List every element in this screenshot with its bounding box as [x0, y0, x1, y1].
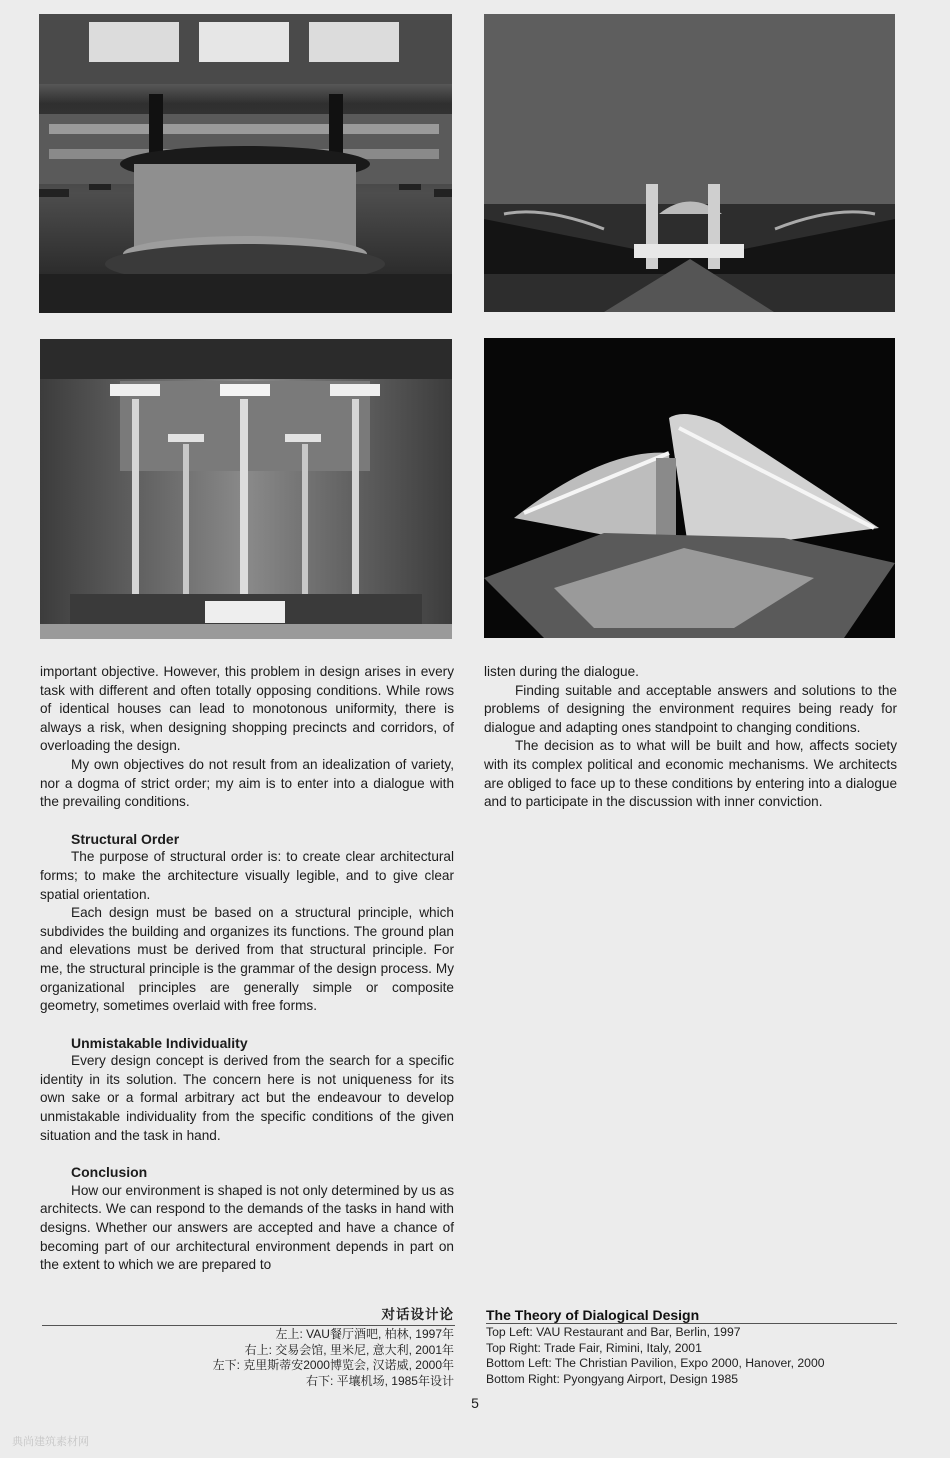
- photo-vau-restaurant-bar: [39, 14, 452, 313]
- paragraph: Finding suitable and acceptable answers and solutions to the problems of designing the environment requires being ready for dialogue and adapting ones standpoint to changing conditions.: [484, 682, 897, 735]
- photo-pyongyang-airport-model: [484, 338, 895, 638]
- section-heading-unmistakable-individuality: Unmistakable Individuality: [71, 1034, 248, 1051]
- paragraph: The decision as to what will be built and how, affects society with its complex political and economic mechanisms. We architects are obliged to face up to these conditions by entering into a dialogue and to participate in the discussion with inner conviction.: [484, 738, 897, 810]
- caption-line: Bottom Left: The Christian Pavilion, Expo 2000, Hanover, 2000: [486, 1356, 825, 1370]
- paragraph: The purpose of structural order is: to create clear architectural forms; to make the architecture visually legible, and to give clear spatial orientation.: [40, 849, 454, 902]
- photo-trade-fair-rimini: [484, 14, 895, 312]
- caption-list-chinese: [213, 1327, 454, 1389]
- caption-line: Top Left: VAU Restaurant and Bar, Berlin, 1997: [486, 1325, 741, 1339]
- caption-title-english: The Theory of Dialogical Design: [486, 1307, 700, 1323]
- caption-line: 左上: VAU餐厅酒吧, 柏林, 1997年: [275, 1327, 454, 1341]
- photo-christian-pavilion-expo-2000: [40, 339, 452, 639]
- caption-line: Bottom Right: Pyongyang Airport, Design 1985: [486, 1371, 739, 1386]
- section-heading-conclusion: Conclusion: [71, 1164, 148, 1181]
- paragraph: My own objectives do not result from an idealization of variety, nor a dogma of strict order; my aim is to enter into a dialogue with the prevailing conditions.: [40, 756, 454, 810]
- caption-list-english: [486, 1325, 825, 1387]
- caption-title-chinese: 对话设计论: [381, 1307, 454, 1322]
- caption-line: 右下: 平壤机场, 1985年设计: [305, 1373, 454, 1388]
- caption-line: 左下: 克里斯蒂安2000博览会, 汉诺威, 2000年: [212, 1358, 454, 1372]
- page-number: 5: [471, 1395, 479, 1411]
- body-column-left: [40, 663, 454, 1275]
- caption-rule-right: [486, 1323, 897, 1324]
- section-heading-structural-order: Structural Order: [71, 830, 180, 847]
- watermark: 典尚建筑素材网: [12, 1436, 89, 1448]
- caption-line: Top Right: Trade Fair, Rimini, Italy, 2001: [486, 1340, 702, 1355]
- paragraph: important objective. However, this problem in design arises in every task with different and often totally opposing conditions. While rows of identical houses can lead to monotonous uniformity, there is always a risk, when designing shopping precincts and corridors, of overloading the design.: [40, 664, 454, 754]
- paragraph: listen during the dialogue.: [484, 664, 639, 679]
- paragraph: How our environment is shaped is not only determined by us as architects. We can respond to the demands of the tasks in hand with designs. Whether our answers are accepted and have a chance of becoming part of our architectural environment depends in part on the extent to which we are prepared to: [40, 1182, 454, 1273]
- paragraph: Each design must be based on a structural principle, which subdivides the building and organizes its functions. The ground plan and elevations must be derived from that structural principle. For me, the structural principle is the grammar of the design process. My organizational principles are generally simple or composite geometry, sometimes overlaid with free forms.: [40, 905, 454, 1014]
- caption-rule-left: [42, 1325, 455, 1326]
- paragraph: Every design concept is derived from the search for a specific identity in its solution. The concern here is not uniqueness for its own sake or a formal arbitrary act but the endeavour to develop unmistakable individuality from the specific conditions of the given situation and the task in hand.: [40, 1053, 454, 1143]
- caption-line: 右上: 交易会馆, 里米尼, 意大利, 2001年: [244, 1342, 454, 1357]
- body-column-right: [484, 663, 897, 812]
